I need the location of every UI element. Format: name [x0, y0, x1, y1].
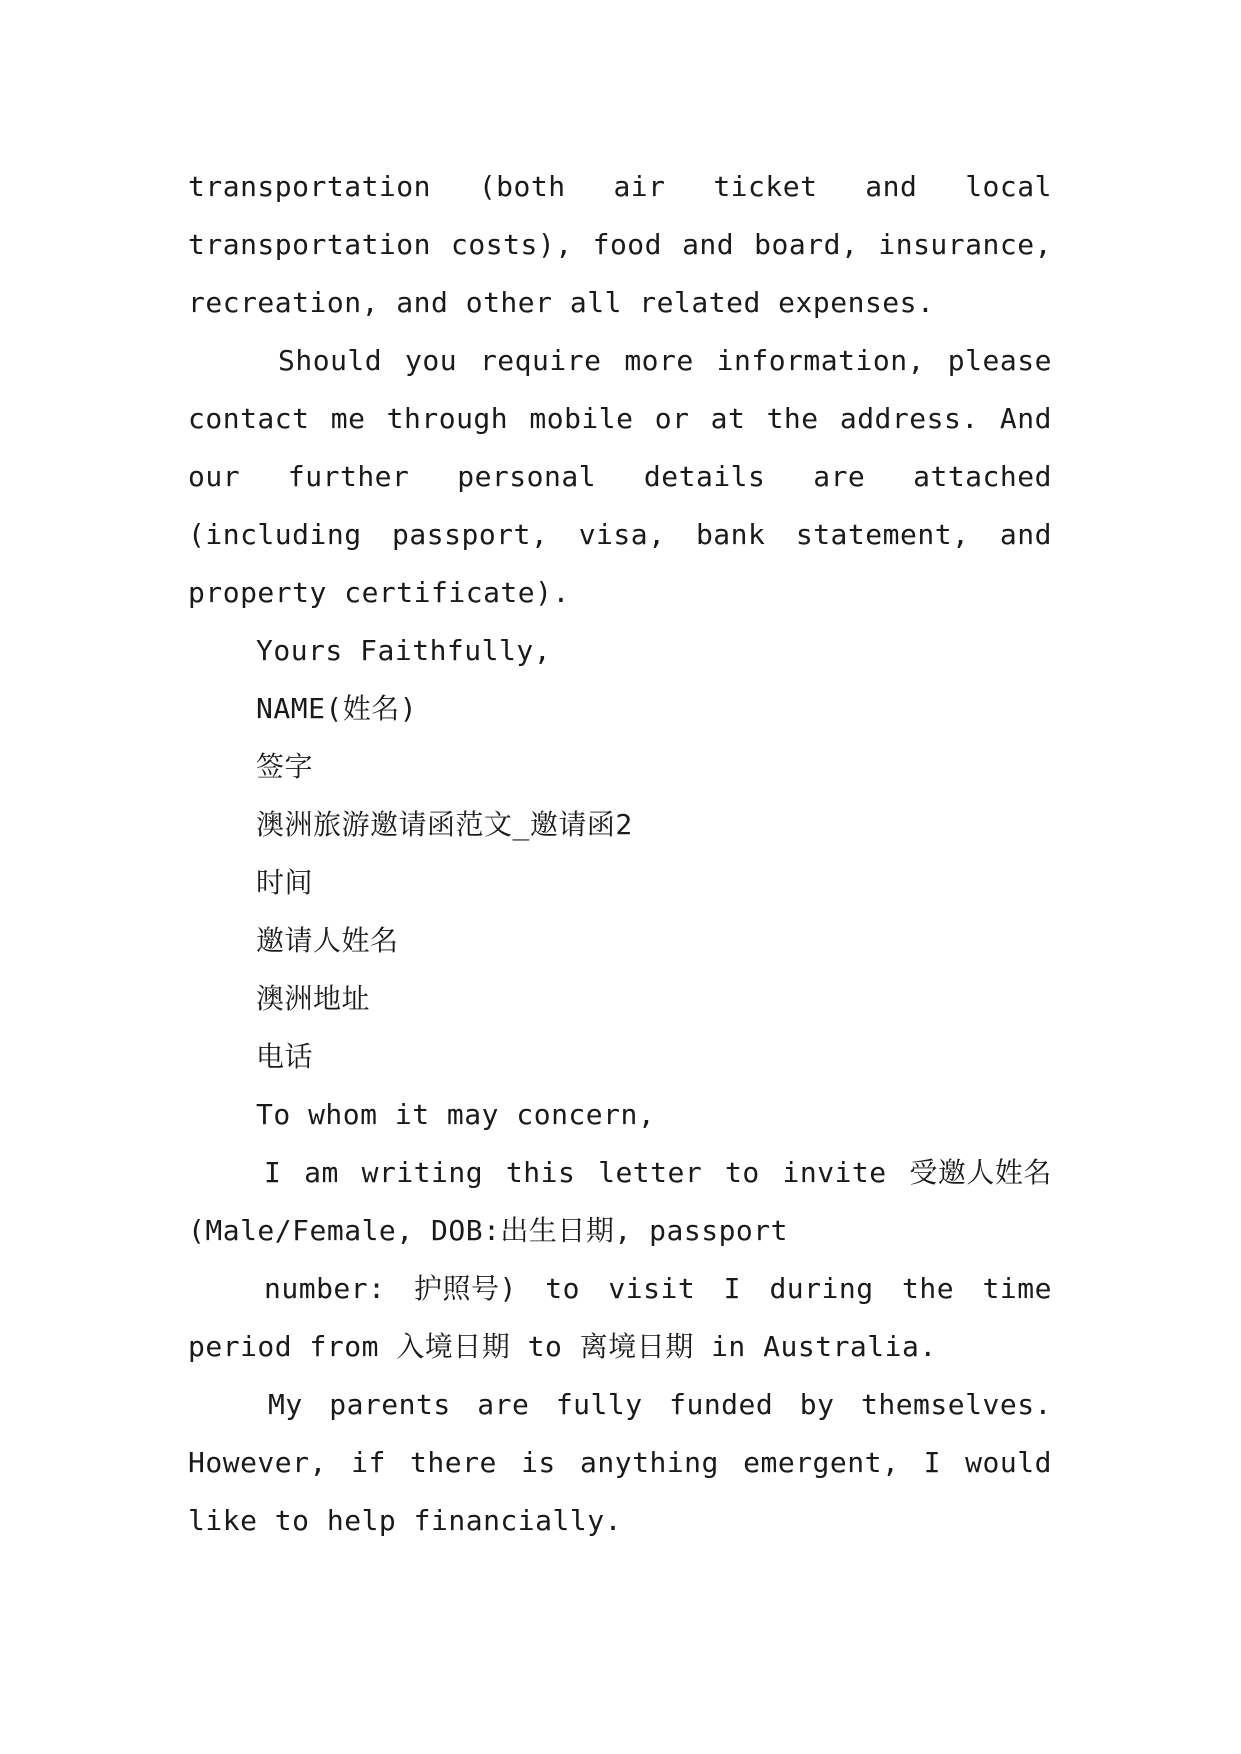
- word: require: [479, 344, 602, 377]
- word: our: [188, 460, 241, 493]
- word: visa,: [578, 518, 666, 551]
- word: further: [287, 460, 410, 493]
- word: through: [386, 402, 509, 435]
- word: statement,: [795, 518, 970, 551]
- word: I: [923, 1446, 941, 1479]
- word: to: [545, 1272, 580, 1305]
- document-body: [188, 158, 1052, 1550]
- word: contact: [188, 402, 310, 435]
- section-heading: 澳洲旅游邀请函范文_邀请函2: [256, 808, 633, 841]
- word: invite: [782, 1156, 887, 1189]
- inviter-name-label: 邀请人姓名: [256, 924, 399, 957]
- phone-label: 电话: [256, 1040, 314, 1073]
- salutation: To whom it may concern,: [256, 1098, 656, 1131]
- word: would: [965, 1446, 1052, 1479]
- word: more: [624, 344, 694, 377]
- text-line: [188, 506, 1052, 564]
- australia-address-label: 澳洲地址: [256, 982, 371, 1015]
- word: My: [268, 1388, 303, 1421]
- date-label: 时间: [256, 866, 314, 899]
- word: personal: [457, 460, 597, 493]
- word: I: [723, 1272, 741, 1305]
- text-line: like to help financially.: [188, 1504, 622, 1537]
- word: anything: [580, 1446, 719, 1479]
- word: during: [769, 1272, 874, 1305]
- word: details: [643, 460, 766, 493]
- text-line: [188, 216, 1052, 274]
- word: are: [813, 460, 866, 493]
- word: and: [682, 228, 735, 261]
- word: I: [264, 1156, 282, 1189]
- word: And: [999, 402, 1052, 435]
- text-line: [188, 158, 1052, 216]
- word: local: [965, 170, 1052, 203]
- word: air: [613, 170, 666, 203]
- word: are: [477, 1388, 530, 1421]
- word: at: [710, 402, 746, 435]
- word: ticket: [713, 170, 818, 203]
- signature-label: 签字: [256, 750, 314, 783]
- word: and: [865, 170, 918, 203]
- word: food: [592, 228, 663, 261]
- word: transportation: [188, 228, 432, 261]
- word: attached: [913, 460, 1052, 493]
- word: parents: [329, 1388, 451, 1421]
- word: information,: [716, 344, 925, 377]
- word: there: [410, 1446, 497, 1479]
- text-line: (Male/Female, DOB:出生日期, passport: [188, 1214, 789, 1247]
- text-line: [188, 390, 1052, 448]
- word: mobile: [529, 402, 634, 435]
- word: emergent,: [743, 1446, 900, 1479]
- paragraph-first-line: [188, 1144, 1052, 1202]
- word: please: [947, 344, 1052, 377]
- text-line: [188, 1260, 1052, 1318]
- word: the: [902, 1272, 955, 1305]
- word: and: [999, 518, 1052, 551]
- word: Should: [278, 344, 383, 377]
- word: costs),: [451, 228, 573, 261]
- word: visit: [608, 1272, 696, 1305]
- text-line: recreation, and other all related expenses.: [188, 286, 935, 319]
- word: writing: [361, 1156, 484, 1189]
- signer-name: NAME(姓名): [256, 692, 418, 725]
- word: this: [505, 1156, 576, 1189]
- word: to: [725, 1156, 760, 1189]
- word: funded: [669, 1388, 774, 1421]
- word: letter: [598, 1156, 703, 1189]
- word: board,: [754, 228, 859, 261]
- word: number:: [264, 1272, 386, 1305]
- closing-salutation: Yours Faithfully,: [256, 634, 552, 667]
- text-line: [188, 448, 1052, 506]
- word: bank: [695, 518, 766, 551]
- word: themselves.: [860, 1388, 1052, 1421]
- text-line: period from 入境日期 to 离境日期 in Australia.: [188, 1330, 937, 1363]
- paragraph-first-line: [188, 1376, 1052, 1434]
- word: (both: [478, 170, 566, 203]
- word: 护照号): [413, 1272, 517, 1305]
- word: (including: [188, 518, 362, 551]
- word: or: [654, 402, 690, 435]
- word: you: [405, 344, 458, 377]
- word: by: [799, 1388, 835, 1421]
- text-line: property certificate).: [188, 576, 570, 609]
- word: is: [521, 1446, 556, 1479]
- word: However,: [188, 1446, 327, 1479]
- word: me: [330, 402, 366, 435]
- text-line: [188, 1434, 1052, 1492]
- word: time: [982, 1272, 1052, 1305]
- word: transportation: [188, 170, 432, 203]
- word: the: [766, 402, 819, 435]
- paragraph-first-line: [188, 332, 1052, 390]
- word: insurance,: [878, 228, 1052, 261]
- word: address.: [839, 402, 979, 435]
- word: am: [304, 1156, 339, 1189]
- word: fully: [555, 1388, 643, 1421]
- word: if: [351, 1446, 386, 1479]
- word: 受邀人姓名: [909, 1156, 1052, 1189]
- word: passport,: [392, 518, 549, 551]
